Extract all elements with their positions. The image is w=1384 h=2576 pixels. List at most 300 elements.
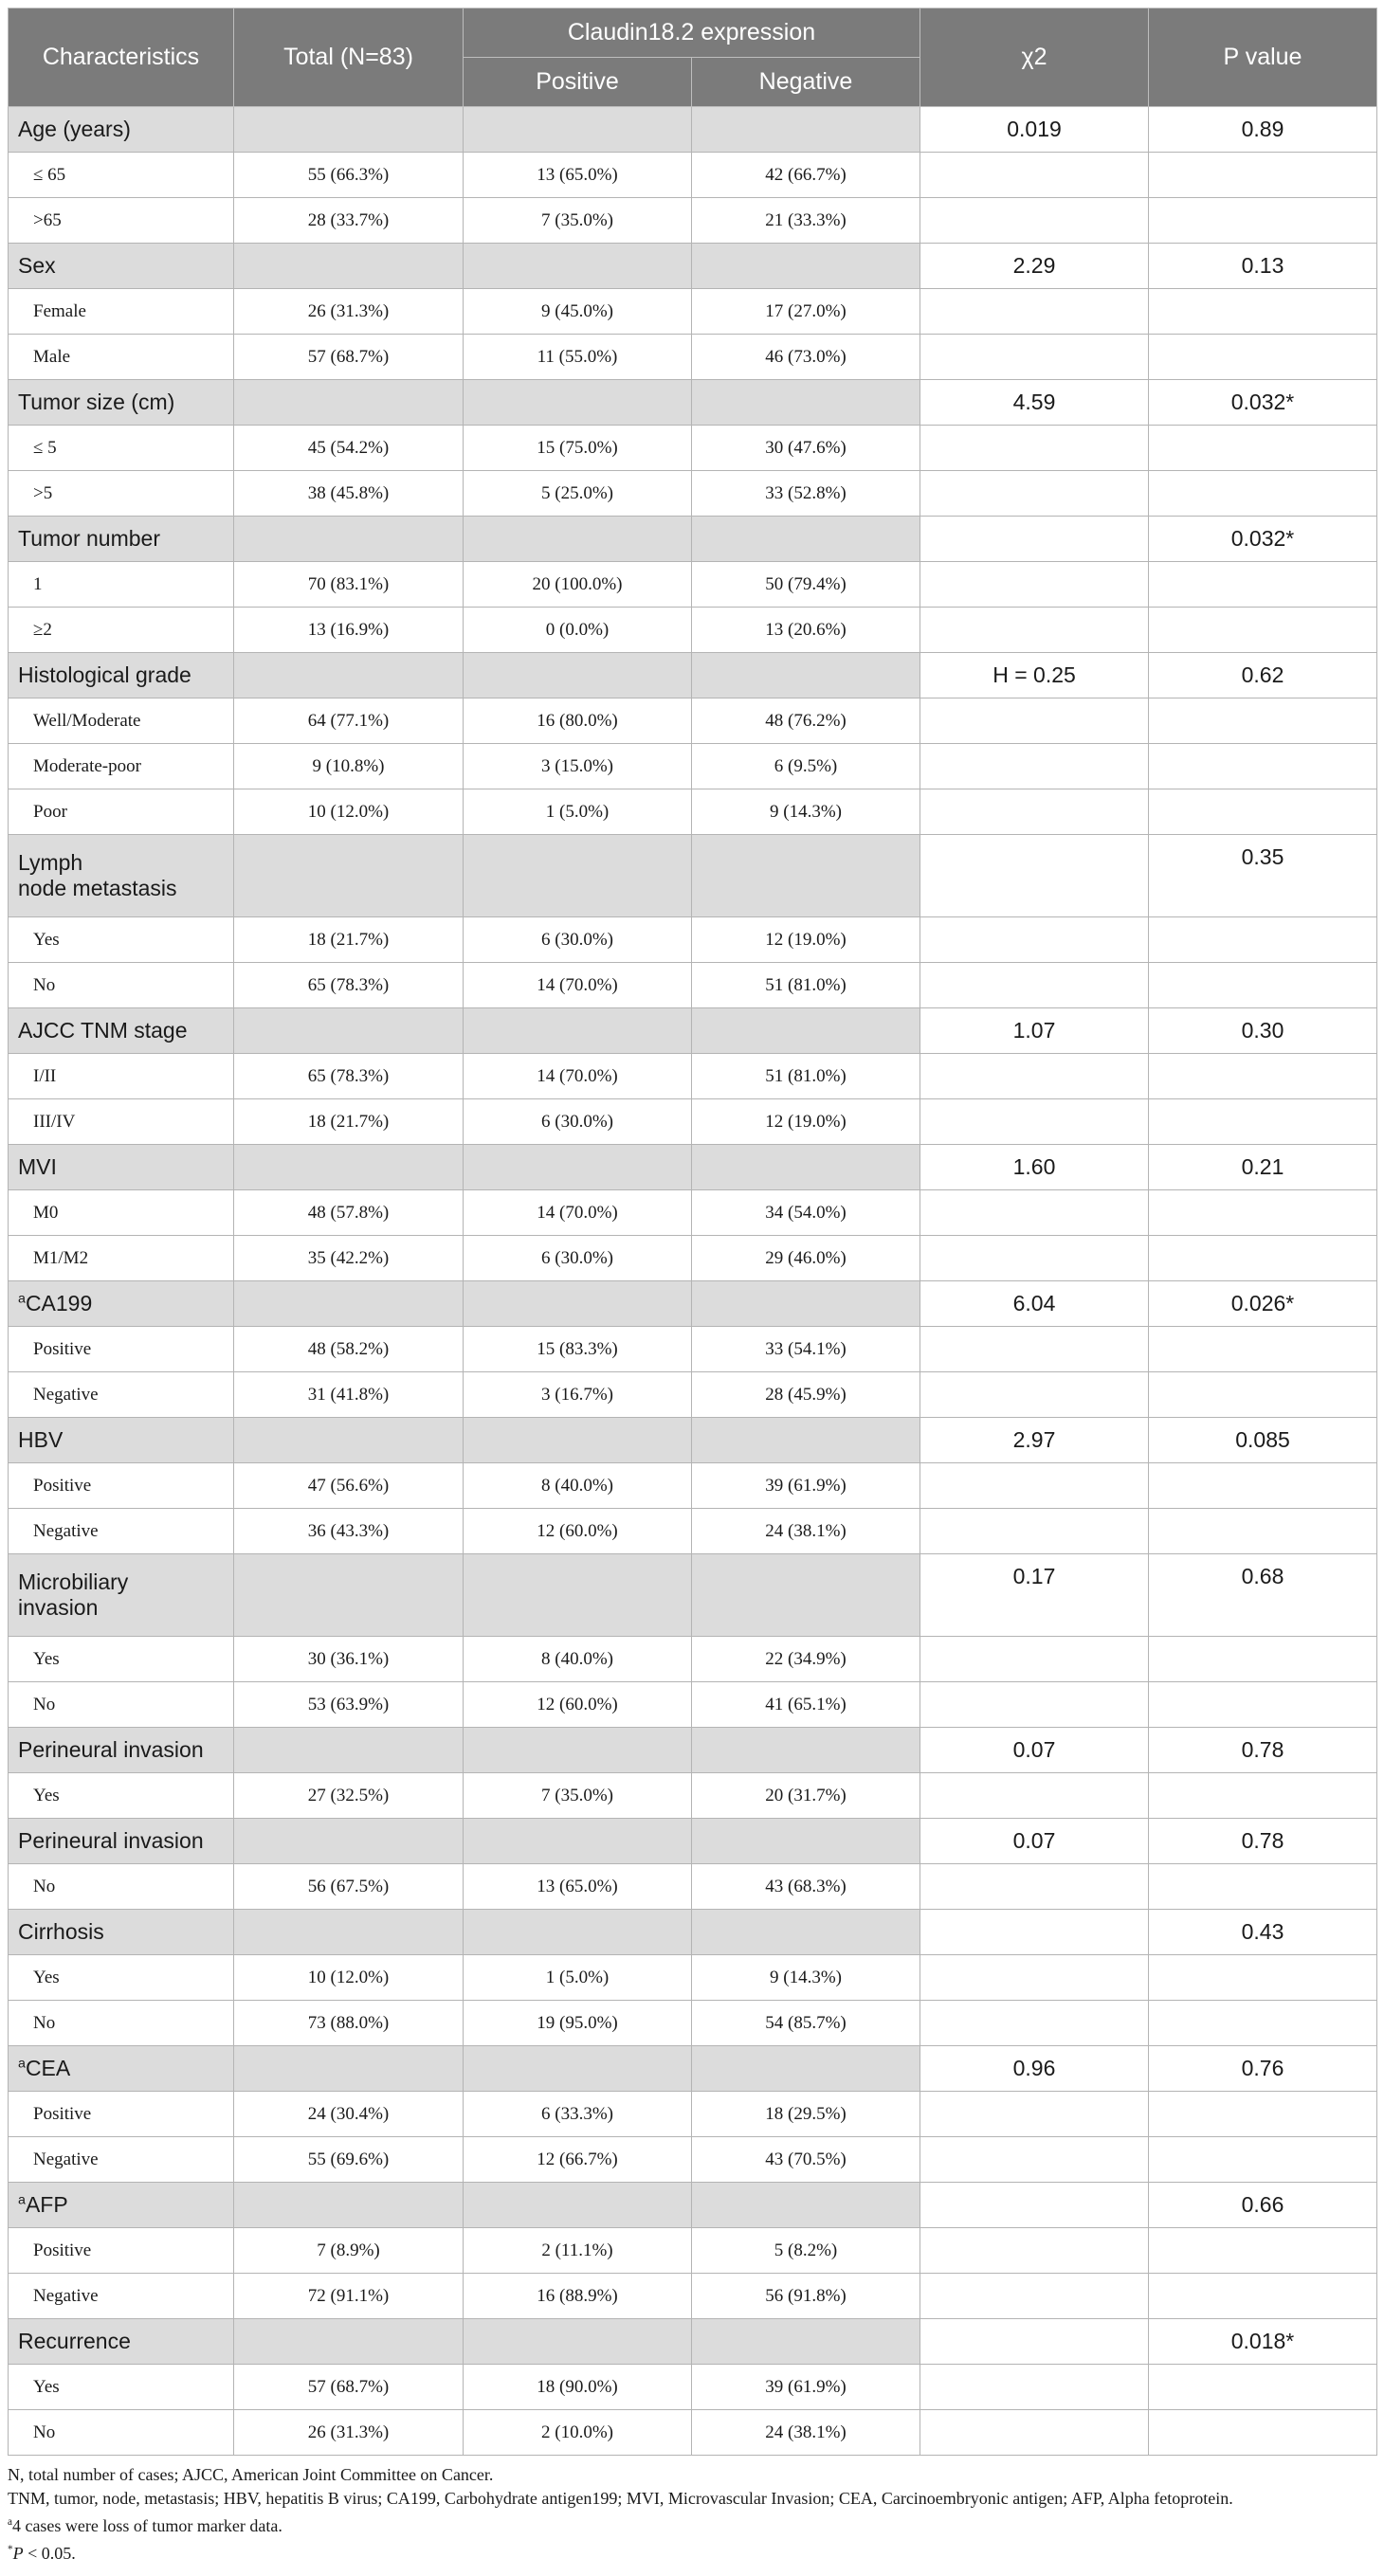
table-row bbox=[9, 2092, 1377, 2137]
category-label: M0 bbox=[9, 1190, 234, 1236]
section-label bbox=[9, 1281, 234, 1327]
table-row bbox=[9, 1682, 1377, 1728]
total-count: 38 (45.8%) bbox=[234, 471, 464, 517]
p-cell bbox=[1149, 2092, 1377, 2137]
chi2-cell bbox=[920, 608, 1149, 653]
negative-count: 39 (61.9%) bbox=[692, 2365, 920, 2410]
positive-count: 12 (60.0%) bbox=[464, 1509, 692, 1554]
chi2-value bbox=[920, 1910, 1149, 1955]
category-label: No bbox=[9, 2410, 234, 2456]
section-label-text: Histological grade bbox=[18, 662, 191, 687]
category-label: Yes bbox=[9, 917, 234, 963]
section-total-cell bbox=[234, 1281, 464, 1327]
positive-count: 2 (10.0%) bbox=[464, 2410, 692, 2456]
section-total-cell bbox=[234, 1145, 464, 1190]
table-row bbox=[9, 1190, 1377, 1236]
chi2-value: 0.07 bbox=[920, 1819, 1149, 1864]
total-count: 18 (21.7%) bbox=[234, 1099, 464, 1145]
section-negative-cell bbox=[692, 2183, 920, 2228]
total-count: 72 (91.1%) bbox=[234, 2274, 464, 2319]
total-count: 64 (77.1%) bbox=[234, 698, 464, 744]
positive-count: 7 (35.0%) bbox=[464, 198, 692, 244]
negative-count: 43 (70.5%) bbox=[692, 2137, 920, 2183]
positive-count: 6 (30.0%) bbox=[464, 917, 692, 963]
p-value: 0.89 bbox=[1149, 107, 1377, 153]
chi2-cell bbox=[920, 2228, 1149, 2274]
section-positive-cell bbox=[464, 1145, 692, 1190]
section-total-cell bbox=[234, 1910, 464, 1955]
p-cell bbox=[1149, 1372, 1377, 1418]
chi2-value bbox=[920, 517, 1149, 562]
chi2-cell bbox=[920, 698, 1149, 744]
section-row bbox=[9, 653, 1377, 698]
section-label-text: Perineural invasion bbox=[18, 1828, 204, 1853]
positive-count: 8 (40.0%) bbox=[464, 1637, 692, 1682]
p-cell bbox=[1149, 1864, 1377, 1910]
positive-count: 7 (35.0%) bbox=[464, 1773, 692, 1819]
category-label: Negative bbox=[9, 2137, 234, 2183]
table-row bbox=[9, 1773, 1377, 1819]
negative-count: 12 (19.0%) bbox=[692, 917, 920, 963]
section-row bbox=[9, 107, 1377, 153]
section-positive-cell bbox=[464, 244, 692, 289]
negative-count: 33 (54.1%) bbox=[692, 1327, 920, 1372]
header-claudin-expression: Claudin18.2 expression bbox=[464, 9, 920, 58]
category-label: ≥2 bbox=[9, 608, 234, 653]
category-label: M1/M2 bbox=[9, 1236, 234, 1281]
chi2-cell bbox=[920, 1327, 1149, 1372]
section-negative-cell bbox=[692, 1910, 920, 1955]
table-row bbox=[9, 2274, 1377, 2319]
section-label bbox=[9, 2183, 234, 2228]
positive-count: 20 (100.0%) bbox=[464, 562, 692, 608]
total-count: 65 (78.3%) bbox=[234, 1054, 464, 1099]
section-positive-cell bbox=[464, 1418, 692, 1463]
p-cell bbox=[1149, 1682, 1377, 1728]
section-positive-cell bbox=[464, 517, 692, 562]
p-cell bbox=[1149, 1463, 1377, 1509]
negative-count: 51 (81.0%) bbox=[692, 963, 920, 1008]
chi2-cell bbox=[920, 1864, 1149, 1910]
category-label: No bbox=[9, 1682, 234, 1728]
section-positive-cell bbox=[464, 1819, 692, 1864]
chi2-value bbox=[920, 2319, 1149, 2365]
chi2-cell bbox=[920, 153, 1149, 198]
chi2-cell bbox=[920, 2092, 1149, 2137]
positive-count: 6 (30.0%) bbox=[464, 1236, 692, 1281]
positive-count: 12 (60.0%) bbox=[464, 1682, 692, 1728]
section-label-line: Lymph bbox=[18, 850, 83, 875]
positive-count: 15 (83.3%) bbox=[464, 1327, 692, 1372]
table-row bbox=[9, 471, 1377, 517]
negative-count: 50 (79.4%) bbox=[692, 562, 920, 608]
section-positive-cell bbox=[464, 107, 692, 153]
chi2-cell bbox=[920, 789, 1149, 835]
p-cell bbox=[1149, 2228, 1377, 2274]
negative-count: 41 (65.1%) bbox=[692, 1682, 920, 1728]
chi2-value: 6.04 bbox=[920, 1281, 1149, 1327]
p-value: 0.21 bbox=[1149, 1145, 1377, 1190]
p-cell bbox=[1149, 426, 1377, 471]
table-row bbox=[9, 1864, 1377, 1910]
p-cell bbox=[1149, 1190, 1377, 1236]
negative-count: 33 (52.8%) bbox=[692, 471, 920, 517]
positive-count: 6 (30.0%) bbox=[464, 1099, 692, 1145]
positive-count: 15 (75.0%) bbox=[464, 426, 692, 471]
chi2-value: 1.60 bbox=[920, 1145, 1149, 1190]
section-label-text: CA199 bbox=[25, 1291, 93, 1315]
section-label-text: Perineural invasion bbox=[18, 1737, 204, 1762]
total-count: 10 (12.0%) bbox=[234, 1955, 464, 2001]
p-cell bbox=[1149, 1637, 1377, 1682]
section-row bbox=[9, 1554, 1377, 1637]
total-count: 10 (12.0%) bbox=[234, 789, 464, 835]
section-total-cell bbox=[234, 244, 464, 289]
category-label: Negative bbox=[9, 2274, 234, 2319]
category-label: Positive bbox=[9, 2228, 234, 2274]
section-label-text: Tumor number bbox=[18, 526, 160, 551]
chi2-value: 0.07 bbox=[920, 1728, 1149, 1773]
positive-count: 1 (5.0%) bbox=[464, 1955, 692, 2001]
p-value: 0.66 bbox=[1149, 2183, 1377, 2228]
section-negative-cell bbox=[692, 1145, 920, 1190]
section-row bbox=[9, 1008, 1377, 1054]
p-value: 0.018* bbox=[1149, 2319, 1377, 2365]
chi2-cell bbox=[920, 963, 1149, 1008]
positive-count: 6 (33.3%) bbox=[464, 2092, 692, 2137]
table-row bbox=[9, 153, 1377, 198]
section-label bbox=[9, 1910, 234, 1955]
section-positive-cell bbox=[464, 835, 692, 917]
negative-count: 28 (45.9%) bbox=[692, 1372, 920, 1418]
negative-count: 9 (14.3%) bbox=[692, 1955, 920, 2001]
chi2-cell bbox=[920, 1955, 1149, 2001]
section-negative-cell bbox=[692, 1008, 920, 1054]
positive-count: 11 (55.0%) bbox=[464, 335, 692, 380]
section-row bbox=[9, 244, 1377, 289]
total-count: 13 (16.9%) bbox=[234, 608, 464, 653]
section-row bbox=[9, 1819, 1377, 1864]
positive-count: 19 (95.0%) bbox=[464, 2001, 692, 2046]
section-row bbox=[9, 1145, 1377, 1190]
table-row bbox=[9, 698, 1377, 744]
total-count: 55 (69.6%) bbox=[234, 2137, 464, 2183]
total-count: 65 (78.3%) bbox=[234, 963, 464, 1008]
section-label bbox=[9, 1819, 234, 1864]
category-label: Moderate-poor bbox=[9, 744, 234, 789]
category-label: Yes bbox=[9, 1955, 234, 2001]
total-count: 70 (83.1%) bbox=[234, 562, 464, 608]
chi2-cell bbox=[920, 1236, 1149, 1281]
chi2-cell bbox=[920, 1463, 1149, 1509]
table-row bbox=[9, 963, 1377, 1008]
p-cell bbox=[1149, 2274, 1377, 2319]
category-label: Yes bbox=[9, 1637, 234, 1682]
section-row bbox=[9, 380, 1377, 426]
positive-count: 5 (25.0%) bbox=[464, 471, 692, 517]
p-cell bbox=[1149, 2001, 1377, 2046]
section-label bbox=[9, 653, 234, 698]
p-cell bbox=[1149, 289, 1377, 335]
category-label: No bbox=[9, 963, 234, 1008]
table-row bbox=[9, 1637, 1377, 1682]
header-total: Total (N=83) bbox=[234, 9, 464, 107]
section-negative-cell bbox=[692, 835, 920, 917]
total-count: 57 (68.7%) bbox=[234, 335, 464, 380]
total-count: 30 (36.1%) bbox=[234, 1637, 464, 1682]
header-p-value: P value bbox=[1149, 9, 1377, 107]
section-label-text: Cirrhosis bbox=[18, 1919, 104, 1944]
section-row bbox=[9, 2183, 1377, 2228]
negative-count: 5 (8.2%) bbox=[692, 2228, 920, 2274]
section-footnote-marker: a bbox=[18, 1291, 26, 1307]
section-row bbox=[9, 1728, 1377, 1773]
section-label bbox=[9, 517, 234, 562]
p-cell bbox=[1149, 1054, 1377, 1099]
footnotes bbox=[8, 2463, 1376, 2566]
p-cell bbox=[1149, 608, 1377, 653]
section-label bbox=[9, 2046, 234, 2092]
chi2-value: 0.17 bbox=[920, 1554, 1149, 1637]
total-count: 31 (41.8%) bbox=[234, 1372, 464, 1418]
p-value: 0.68 bbox=[1149, 1554, 1377, 1637]
table-row bbox=[9, 789, 1377, 835]
p-cell bbox=[1149, 2410, 1377, 2456]
positive-count: 14 (70.0%) bbox=[464, 1190, 692, 1236]
section-row bbox=[9, 1910, 1377, 1955]
total-count: 26 (31.3%) bbox=[234, 2410, 464, 2456]
total-count: 57 (68.7%) bbox=[234, 2365, 464, 2410]
total-count: 36 (43.3%) bbox=[234, 1509, 464, 1554]
table-row bbox=[9, 608, 1377, 653]
total-count: 45 (54.2%) bbox=[234, 426, 464, 471]
section-total-cell bbox=[234, 1418, 464, 1463]
section-label-line: Microbiliary bbox=[18, 1569, 129, 1594]
chi2-cell bbox=[920, 1773, 1149, 1819]
category-label: Yes bbox=[9, 2365, 234, 2410]
p-cell bbox=[1149, 153, 1377, 198]
p-cell bbox=[1149, 963, 1377, 1008]
chi2-value: 1.07 bbox=[920, 1008, 1149, 1054]
p-cell bbox=[1149, 2365, 1377, 2410]
positive-count: 14 (70.0%) bbox=[464, 963, 692, 1008]
section-label bbox=[9, 1554, 234, 1637]
p-value: 0.78 bbox=[1149, 1819, 1377, 1864]
negative-count: 17 (27.0%) bbox=[692, 289, 920, 335]
section-positive-cell bbox=[464, 2046, 692, 2092]
section-total-cell bbox=[234, 1819, 464, 1864]
section-label bbox=[9, 1728, 234, 1773]
category-label: Poor bbox=[9, 789, 234, 835]
positive-count: 9 (45.0%) bbox=[464, 289, 692, 335]
total-count: 18 (21.7%) bbox=[234, 917, 464, 963]
category-label: Yes bbox=[9, 1773, 234, 1819]
negative-count: 13 (20.6%) bbox=[692, 608, 920, 653]
section-positive-cell bbox=[464, 1554, 692, 1637]
negative-count: 56 (91.8%) bbox=[692, 2274, 920, 2319]
category-label: III/IV bbox=[9, 1099, 234, 1145]
negative-count: 54 (85.7%) bbox=[692, 2001, 920, 2046]
chi2-value: 0.019 bbox=[920, 107, 1149, 153]
section-negative-cell bbox=[692, 653, 920, 698]
footnote-marker: a bbox=[8, 2516, 12, 2528]
p-cell bbox=[1149, 2137, 1377, 2183]
table-row bbox=[9, 335, 1377, 380]
section-label-text: Sex bbox=[18, 253, 56, 278]
footnote-abbrev-2: TNM, tumor, node, metastasis; HBV, hepatitis B virus; CA199, Carbohydrate antigen199; MVI, Microvascular Invasion; CEA, Carcinoembryonic antigen; AFP, Alpha fetoprotein. bbox=[8, 2489, 1233, 2508]
positive-count: 13 (65.0%) bbox=[464, 153, 692, 198]
footnote-significance bbox=[8, 2538, 1376, 2566]
section-row bbox=[9, 2046, 1377, 2092]
positive-count: 16 (88.9%) bbox=[464, 2274, 692, 2319]
chi2-cell bbox=[920, 562, 1149, 608]
data-table bbox=[8, 8, 1377, 2456]
chi2-cell bbox=[920, 335, 1149, 380]
chi2-cell bbox=[920, 2137, 1149, 2183]
section-positive-cell bbox=[464, 1728, 692, 1773]
chi2-cell bbox=[920, 289, 1149, 335]
chi2-cell bbox=[920, 1372, 1149, 1418]
category-label: Negative bbox=[9, 1372, 234, 1418]
footnote-abbrev-1: N, total number of cases; AJCC, American Joint Committee on Cancer. bbox=[8, 2465, 494, 2484]
table-header bbox=[9, 9, 1377, 107]
footnote-p-symbol: P bbox=[12, 2544, 24, 2563]
section-total-cell bbox=[234, 2046, 464, 2092]
section-row bbox=[9, 517, 1377, 562]
chi2-cell bbox=[920, 917, 1149, 963]
p-value: 0.78 bbox=[1149, 1728, 1377, 1773]
positive-count: 2 (11.1%) bbox=[464, 2228, 692, 2274]
section-label-text: Recurrence bbox=[18, 2329, 131, 2353]
table-container bbox=[8, 8, 1376, 2566]
chi2-cell bbox=[920, 2274, 1149, 2319]
negative-count: 24 (38.1%) bbox=[692, 1509, 920, 1554]
total-count: 27 (32.5%) bbox=[234, 1773, 464, 1819]
negative-count: 34 (54.0%) bbox=[692, 1190, 920, 1236]
p-value: 0.032* bbox=[1149, 380, 1377, 426]
p-value: 0.35 bbox=[1149, 835, 1377, 917]
negative-count: 46 (73.0%) bbox=[692, 335, 920, 380]
section-label-text: AJCC TNM stage bbox=[18, 1018, 188, 1043]
section-label bbox=[9, 380, 234, 426]
p-cell bbox=[1149, 744, 1377, 789]
section-label-text: AFP bbox=[25, 2192, 68, 2217]
negative-count: 51 (81.0%) bbox=[692, 1054, 920, 1099]
category-label: Well/Moderate bbox=[9, 698, 234, 744]
table-row bbox=[9, 2001, 1377, 2046]
p-cell bbox=[1149, 1327, 1377, 1372]
chi2-cell bbox=[920, 1099, 1149, 1145]
table-row bbox=[9, 426, 1377, 471]
table-row bbox=[9, 744, 1377, 789]
category-label: Male bbox=[9, 335, 234, 380]
table-row bbox=[9, 2410, 1377, 2456]
negative-count: 18 (29.5%) bbox=[692, 2092, 920, 2137]
footnote-missing-data bbox=[8, 2511, 1376, 2538]
p-value: 0.032* bbox=[1149, 517, 1377, 562]
negative-count: 12 (19.0%) bbox=[692, 1099, 920, 1145]
p-value: 0.43 bbox=[1149, 1910, 1377, 1955]
positive-count: 0 (0.0%) bbox=[464, 608, 692, 653]
section-negative-cell bbox=[692, 1281, 920, 1327]
category-label: >5 bbox=[9, 471, 234, 517]
table-row bbox=[9, 2365, 1377, 2410]
section-label-line: node metastasis bbox=[18, 876, 177, 900]
p-cell bbox=[1149, 471, 1377, 517]
chi2-value: 4.59 bbox=[920, 380, 1149, 426]
table-row bbox=[9, 1054, 1377, 1099]
negative-count: 9 (14.3%) bbox=[692, 789, 920, 835]
section-total-cell bbox=[234, 1554, 464, 1637]
section-negative-cell bbox=[692, 1418, 920, 1463]
section-negative-cell bbox=[692, 1554, 920, 1637]
header-positive: Positive bbox=[464, 58, 692, 107]
negative-count: 29 (46.0%) bbox=[692, 1236, 920, 1281]
p-cell bbox=[1149, 562, 1377, 608]
header-negative: Negative bbox=[692, 58, 920, 107]
section-row bbox=[9, 2319, 1377, 2365]
table-row bbox=[9, 1509, 1377, 1554]
section-positive-cell bbox=[464, 380, 692, 426]
category-label: Positive bbox=[9, 1463, 234, 1509]
p-value: 0.13 bbox=[1149, 244, 1377, 289]
p-value: 0.026* bbox=[1149, 1281, 1377, 1327]
section-footnote-marker: a bbox=[18, 2192, 26, 2208]
section-total-cell bbox=[234, 1728, 464, 1773]
section-positive-cell bbox=[464, 653, 692, 698]
negative-count: 6 (9.5%) bbox=[692, 744, 920, 789]
positive-count: 16 (80.0%) bbox=[464, 698, 692, 744]
section-label bbox=[9, 1145, 234, 1190]
section-total-cell bbox=[234, 653, 464, 698]
total-count: 56 (67.5%) bbox=[234, 1864, 464, 1910]
p-value: 0.30 bbox=[1149, 1008, 1377, 1054]
section-row bbox=[9, 835, 1377, 917]
table-row bbox=[9, 1955, 1377, 2001]
p-value: 0.62 bbox=[1149, 653, 1377, 698]
chi2-cell bbox=[920, 744, 1149, 789]
table-row bbox=[9, 2137, 1377, 2183]
total-count: 26 (31.3%) bbox=[234, 289, 464, 335]
total-count: 24 (30.4%) bbox=[234, 2092, 464, 2137]
category-label: Female bbox=[9, 289, 234, 335]
category-label: No bbox=[9, 2001, 234, 2046]
category-label: Positive bbox=[9, 2092, 234, 2137]
category-label: ≤ 5 bbox=[9, 426, 234, 471]
section-total-cell bbox=[234, 2183, 464, 2228]
total-count: 48 (57.8%) bbox=[234, 1190, 464, 1236]
negative-count: 20 (31.7%) bbox=[692, 1773, 920, 1819]
chi2-value: 2.97 bbox=[920, 1418, 1149, 1463]
table-row bbox=[9, 2228, 1377, 2274]
section-row bbox=[9, 1281, 1377, 1327]
section-label-text: HBV bbox=[18, 1427, 64, 1452]
p-value: 0.76 bbox=[1149, 2046, 1377, 2092]
p-cell bbox=[1149, 1509, 1377, 1554]
section-positive-cell bbox=[464, 1281, 692, 1327]
positive-count: 1 (5.0%) bbox=[464, 789, 692, 835]
section-label-text: MVI bbox=[18, 1154, 57, 1179]
section-negative-cell bbox=[692, 517, 920, 562]
section-negative-cell bbox=[692, 107, 920, 153]
section-positive-cell bbox=[464, 2183, 692, 2228]
chi2-value bbox=[920, 835, 1149, 917]
negative-count: 21 (33.3%) bbox=[692, 198, 920, 244]
section-negative-cell bbox=[692, 1819, 920, 1864]
section-label bbox=[9, 1418, 234, 1463]
total-count: 73 (88.0%) bbox=[234, 2001, 464, 2046]
category-label: No bbox=[9, 1864, 234, 1910]
